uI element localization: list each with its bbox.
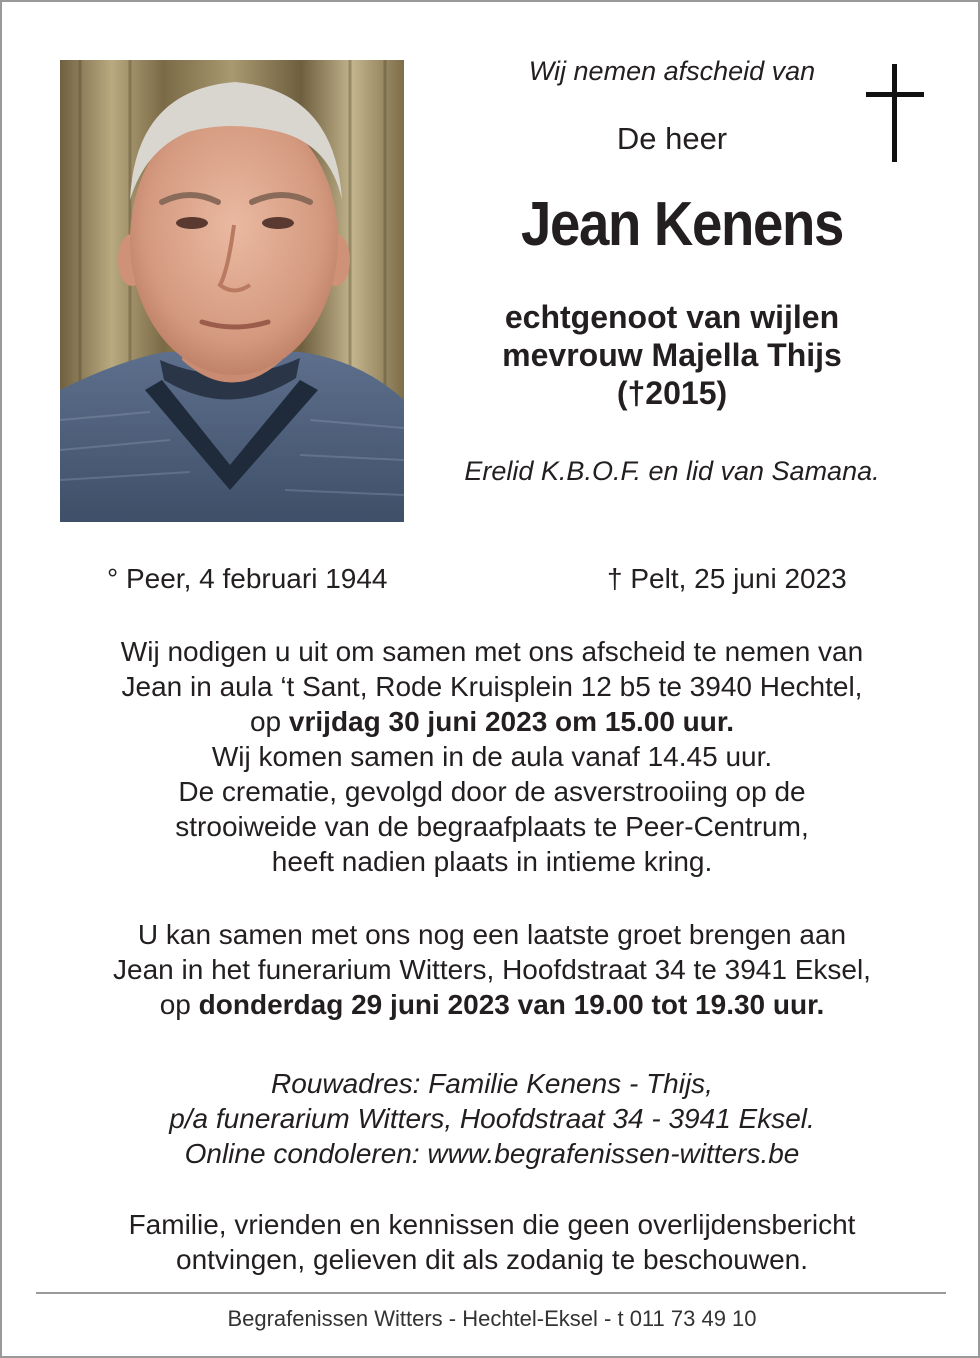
- birth-date: ° Peer, 4 februari 1944: [107, 563, 388, 594]
- ceremony-datetime: vrijdag 30 juni 2023 om 15.00 uur.: [288, 706, 735, 737]
- text-line: Wij komen samen in de aula vanaf 14.45 uur.: [211, 741, 773, 772]
- text-line: heeft nadien plaats in intieme kring.: [271, 846, 713, 877]
- condolence-link: Online condoleren: www.begrafenissen-witters.be: [184, 1138, 800, 1169]
- honorific: De heer: [616, 121, 728, 156]
- spouse-info: [457, 298, 887, 412]
- text-line: Jean in aula ‘t Sant, Rode Kruisplein 12 b5 te 3940 Hechtel,: [121, 671, 863, 702]
- cross-icon: [866, 64, 924, 162]
- text-line: De crematie, gevolgd door de asverstrooiing op de: [178, 776, 806, 807]
- notice-paragraph: [32, 1207, 952, 1277]
- text-prefix: op: [159, 989, 199, 1020]
- text-line: Familie, vrienden en kennissen die geen overlijdensbericht: [128, 1209, 856, 1240]
- text-prefix: op: [249, 706, 289, 737]
- divider: [36, 1292, 946, 1294]
- text-line: strooiweide van de begraafplaats te Peer-Centrum,: [175, 811, 809, 842]
- spouse-line: mevrouw Majella Thijs: [502, 337, 842, 373]
- visitation-paragraph: [32, 917, 952, 1022]
- text-line: Wij nodigen u uit om samen met ons afscheid te nemen van: [120, 636, 864, 667]
- membership-line: Erelid K.B.O.F. en lid van Samana.: [464, 456, 880, 486]
- portrait-photo: [60, 60, 404, 522]
- text-line: Jean in het funerarium Witters, Hoofdstraat 34 te 3941 Eksel,: [113, 954, 871, 985]
- visitation-datetime: donderdag 29 juni 2023 van 19.00 tot 19.30 uur.: [198, 989, 825, 1020]
- spouse-line: (†2015): [616, 375, 728, 411]
- text-line: [32, 987, 952, 1022]
- footer-text: Begrafenissen Witters - Hechtel-Eksel - t 011 73 49 10: [227, 1306, 757, 1331]
- text-line: [32, 704, 952, 739]
- deceased-name: Jean Kenens: [520, 190, 844, 259]
- text-line: ontvingen, gelieven dit als zodanig te beschouwen.: [176, 1244, 808, 1275]
- text-line: Rouwadres: Familie Kenens - Thijs,: [271, 1068, 713, 1099]
- death-date: † Pelt, 25 juni 2023: [607, 563, 847, 594]
- ceremony-paragraph: [32, 634, 952, 879]
- text-line: U kan samen met ons nog een laatste groet brengen aan: [137, 919, 847, 950]
- text-line: p/a funerarium Witters, Hoofdstraat 34 - 3941 Eksel.: [169, 1103, 815, 1134]
- address-paragraph: [32, 1066, 952, 1171]
- intro-line: Wij nemen afscheid van: [528, 56, 816, 86]
- spouse-line: echtgenoot van wijlen: [504, 299, 840, 335]
